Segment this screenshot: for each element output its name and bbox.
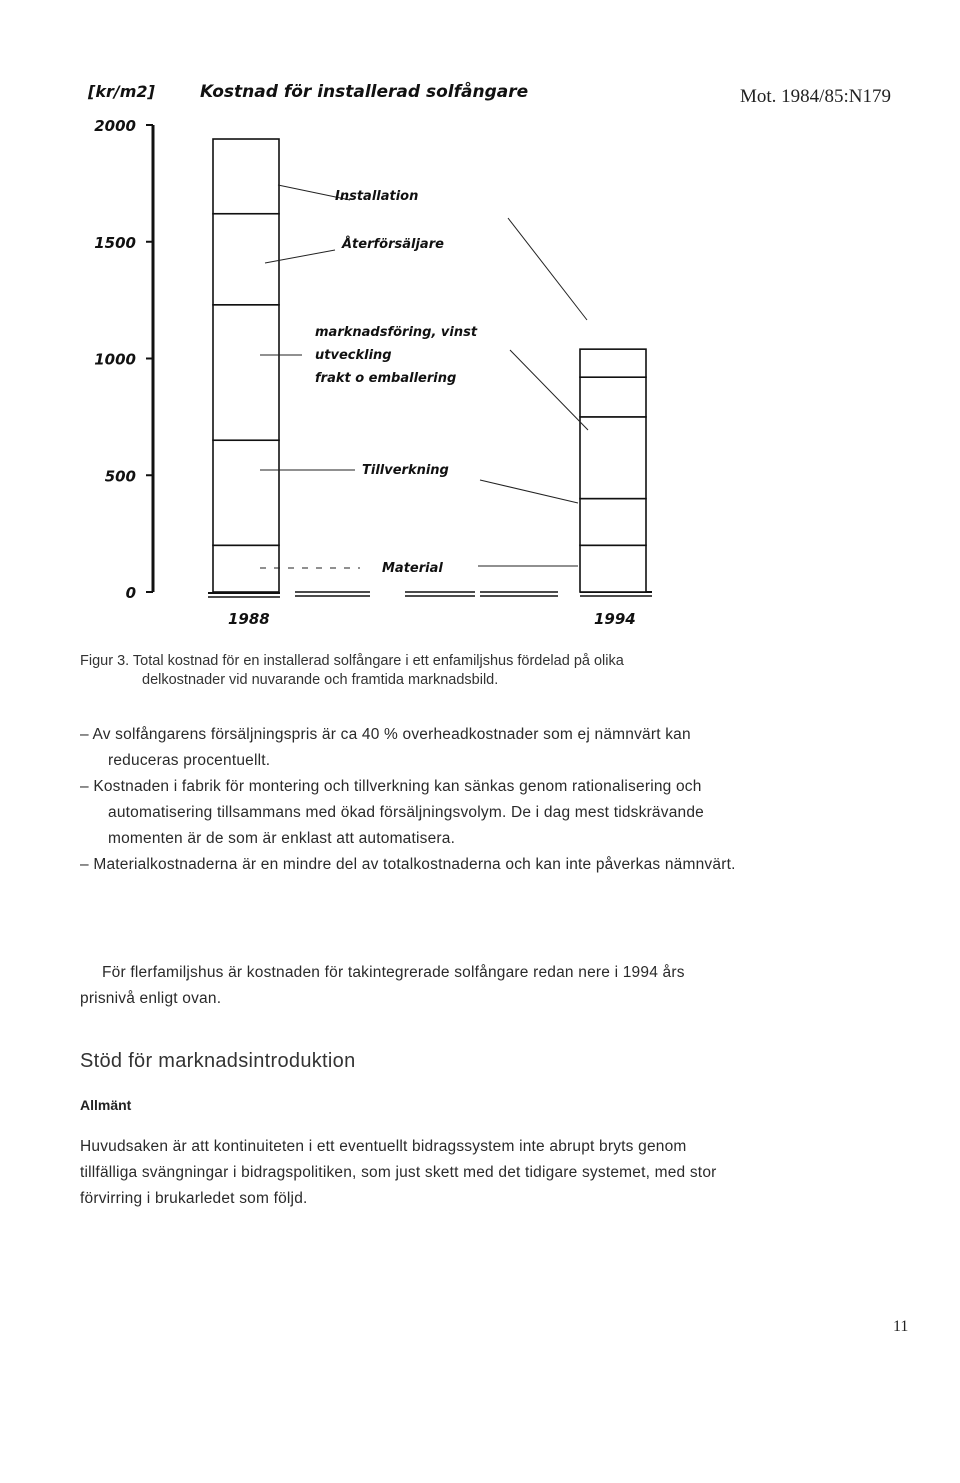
leader-manufacturing-right	[480, 480, 578, 503]
y-ticks	[94, 117, 153, 602]
y-tick-label: 1500	[94, 233, 136, 252]
bullet-item: – Kostnaden i fabrik för montering och tillverkning kan sänkas genom rationalisering och automatisering tillsammans med ökad försäljningsvolym. De i dag mest tidskrävande momenten är de som är enklast att automatisera.	[80, 778, 704, 847]
caption-line-1: Figur 3. Total kostnad för en installerad solfångare i ett enfamiljshus fördelad på olika	[80, 653, 624, 669]
bar-segment-1988-4	[213, 139, 279, 214]
subsection-title: Allmänt	[80, 1097, 132, 1113]
figure-caption	[80, 652, 720, 690]
section-title: Stöd för marknadsintroduktion	[80, 1050, 356, 1072]
bar-segment-1988-3	[213, 214, 279, 305]
category-1988: 1988	[228, 610, 270, 628]
bars	[213, 139, 646, 592]
label-marketing-2: utveckling	[315, 348, 392, 363]
bar-segment-1994-4	[580, 349, 646, 377]
leader-installation-right	[508, 218, 587, 320]
label-marketing-1: marknadsföring, vinst	[315, 325, 478, 340]
label-installation: Installation	[335, 189, 419, 204]
caption-line-2: delkostnader vid nuvarande och framtida marknadsbild.	[142, 672, 499, 688]
y-tick-label: 1000	[94, 350, 136, 369]
paragraph-allmant: Huvudsaken är att kontinuiteten i ett eventuellt bidragssystem inte abrupt bryts genom tillfälliga svängningar i bidragspolitiken, som just skett med det tidigare systemet, med stor förvirring i brukarledet som följd.	[80, 1138, 717, 1207]
label-manufacturing: Tillverkning	[362, 463, 449, 478]
bar-segment-1994-0	[580, 545, 646, 592]
bar-segment-1988-2	[213, 305, 279, 440]
category-1994: 1994	[594, 610, 636, 628]
bar-segment-1988-1	[213, 440, 279, 545]
bullet-item: – Materialkostnaderna är en mindre del av totalkostnaderna och kan inte påverkas nämnvärt.	[80, 856, 736, 873]
bar-segment-1994-2	[580, 417, 646, 499]
chart-ylabel: [kr/m2]	[88, 82, 155, 101]
document-reference: Mot. 1984/85:N179	[740, 86, 891, 107]
page-number: 11	[893, 1318, 909, 1335]
chart-title: Kostnad för installerad solfångare	[200, 82, 529, 102]
bullet-item: – Av solfångarens försäljningspris är ca 40 % overheadkostnader som ej nämnvärt kan reduceras procentuellt.	[80, 726, 691, 769]
label-marketing-3: frakt o emballering	[315, 371, 457, 386]
leader-reseller-right	[510, 350, 588, 430]
bullet-list	[80, 722, 740, 878]
y-tick-label: 500	[104, 467, 136, 486]
paragraph-flerfamiljshus: För flerfamiljshus är kostnaden för takintegrerade solfångare redan nere i 1994 års prisnivå enligt ovan.	[80, 964, 685, 1007]
label-material: Material	[382, 561, 443, 576]
y-tick-label: 2000	[94, 117, 136, 135]
bar-segment-1988-0	[213, 545, 279, 592]
bar-segment-1994-1	[580, 499, 646, 546]
label-reseller: Återförsäljare	[342, 237, 444, 252]
bar-segment-1994-3	[580, 377, 646, 417]
y-tick-label: 0	[125, 584, 136, 602]
cost-chart	[80, 70, 670, 640]
